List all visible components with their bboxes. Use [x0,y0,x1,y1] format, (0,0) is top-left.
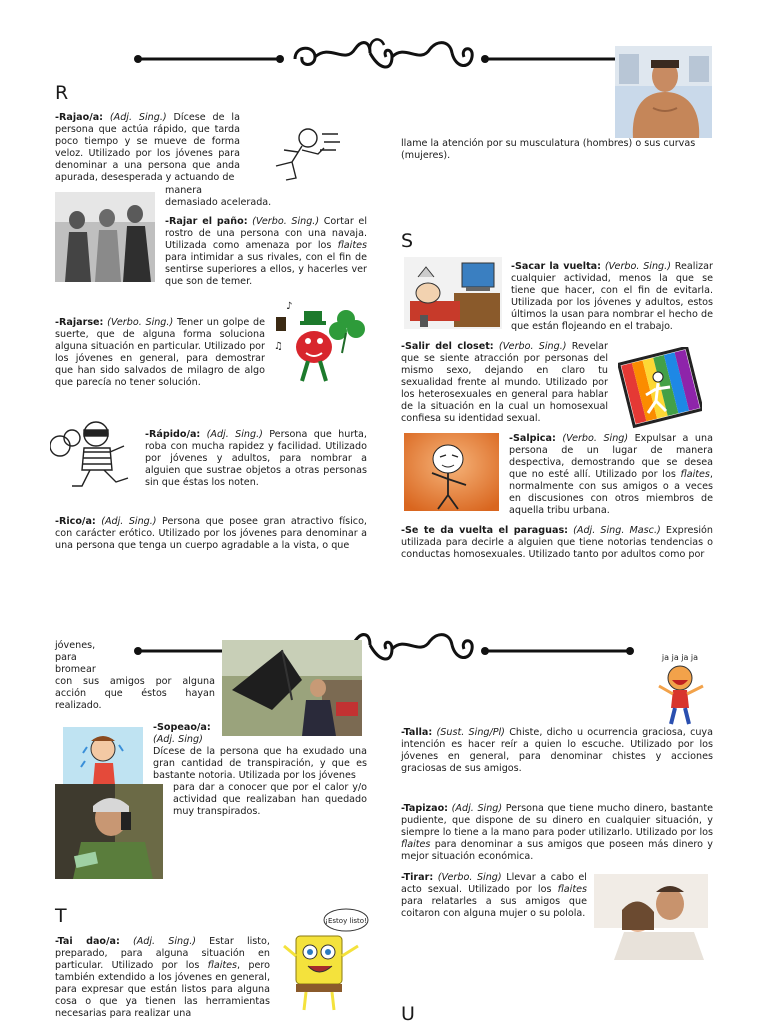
section-letter-u: U [401,1003,415,1025]
entry-salpica [509,433,713,517]
grammar: (Adj. Sing. Masc.) [573,525,661,536]
definition: Realizar cualquier actividad, menos la que se tiene que hacer, con el fin de evitarla. Utilizada por los jóvenes y adultos, estos últimos la usan para nombrar el hecho de que están flojeando en el trabajo. [511,261,713,332]
definition-line: para [55,652,77,663]
group-of-youths-photo [55,192,155,282]
definition: para intimidar a sus rivales, con el fin de sentirse superiores a ellos, y hacerles ver que son de temer. [165,252,367,287]
term: -Rajar el paño: [165,216,248,227]
grammar: (Verbo. Sing.) [604,261,671,272]
entry-sopeao [153,722,367,782]
term: -Salir del closet: [401,341,494,352]
definition: Expulsar a una persona de un lugar de manera despectiva, demostrando que se desea que no esté allí. Utilizado por los [509,433,713,480]
definition-line: bromear [55,664,96,675]
entry-talla [401,727,713,775]
entry-tapizao [401,803,713,863]
term: -Talla: [401,727,433,738]
definition: Estar listo, preparado, para alguna situación en particular. Utilizado por los [55,936,270,971]
running-cartoon-illustration [262,124,342,182]
entry-rico-cont [401,138,713,162]
definition: Chiste, dicho u ocurrencia graciosa, cuya intención es hacer reír a quien lo escuche. Utilizado por los jóvenes en general, para denominar chistes y acciones graciosas de sus amigos. [401,727,713,774]
term: -Se te da vuelta el paraguas: [401,525,568,536]
thief-running-illustration [50,412,138,492]
entry-rapido [145,429,367,489]
svg-text:♫: ♫ [274,341,283,352]
grammar: (Verbo. Sing) [437,872,502,883]
definition: Tener un golpe de suerte, que de alguna forma soluciona alguna situación en particular. Utilizado por los jóvenes en general, para demostrar que han sido salvados de milagro de algo que parecía no tener solución. [55,317,265,388]
term: -Tai dao/a: [55,936,120,947]
definition: llame la atención por su musculatura (hombres) o sus curvas (mujeres). [401,138,696,161]
entry-sopeao-cont [173,782,367,818]
definition: Persona que hurta, roba con mucha rapidez y facilidad. Utilizado por jóvenes y adultos, para nombrar a alguien que sustrae objetos a otras personas sin que éstas los noten. [145,429,367,488]
speech-bubble-text: ¡Estoy listo! [325,917,367,925]
definition: Dícese de la persona que ha exudado una gran cantidad de transpiración, y que es bastante notoria. Utilizada por los jóvenes [153,746,367,781]
entry-tirar [401,872,587,920]
term: -Rico/a: [55,516,96,527]
definition: para dar a conocer que por el calor y/o actividad que realizaban han quedado muy transpirados. [173,782,367,817]
term: -Tapizao: [401,803,448,814]
entry-paraguas-cont [55,640,215,676]
man-with-money-photo [55,784,163,879]
grammar: (Sust. Sing/Pl) [436,727,505,738]
muscular-man-photo [615,46,712,138]
definition: Revelar que se siente atracción por personas del mismo sexo, dejando en claro tu sexualidad frente al mundo. Utilizado por los heterosexuales en general para hablar de la situación en la cual un homosexual confiesa su identidad sexual. [401,341,608,424]
grammar: (Verbo. Sing.) [498,341,567,352]
rage-face-meme-illustration [404,433,499,511]
entry-se-te-da-vuelta-el-paraguas [401,525,713,561]
term: -Tirar: [401,872,434,883]
grammar: (Adj. Sing) [153,734,203,745]
definition: Llevar a cabo el acto sexual. Utilizado por los [401,872,587,895]
entry-rajarse [55,317,265,389]
grammar: (Adj. Sing.) [109,112,167,123]
entry-rajao [55,112,240,184]
laughing-cartoon-illustration [645,650,715,730]
flaites-word: flaites [207,960,238,971]
sweating-cartoon-illustration [63,727,143,785]
leprechaun-clover-illustration [272,297,368,387]
grammar: (Verbo. Sing) [562,433,629,444]
term: -Rápido/a: [145,429,201,440]
entry-salir-del-closet [401,341,608,425]
flaites-word: flaites [401,839,431,850]
definition: para relatarles a sus amigos que coitaron con alguna mujer o su polola. [401,896,587,919]
term: -Sopeao/a: [153,722,211,733]
definition: para denominar a sus amigos que poseen más dinero y mejor situación económica. [401,839,713,862]
definition: Dícese de la persona que actúa rápido, que tarda poco tiempo y se mueve de forma veloz. Utilizado por los jóvenes para denominar a una persona que anda apurada, desesperada y actuando de [55,112,240,183]
sponge-cartoon-illustration [280,906,370,1016]
entry-tai-dao [55,936,270,1020]
definition-line: demasiado acelerada. [165,197,272,208]
grammar: (Verbo. Sing.) [107,317,174,328]
svg-text:♪: ♪ [286,301,293,312]
definition: con sus amigos por alguna acción que éstos hayan realizado. [55,676,215,711]
grammar: (Adj. Sing.) [133,936,196,947]
couple-in-bed-photo [594,874,708,960]
definition: Persona que tiene mucho dinero, bastante pudiente, que dispone de su dinero en cualquier situación, y siempre lo tiene a la mano para poder utilizarlo. Utilizado por los [401,803,713,838]
entry-rico [55,516,367,552]
definition-line: manera [165,185,203,196]
section-letter-s: S [401,230,414,252]
definition: Persona que posee gran atractivo físico, con carácter erótico. Utilizado por los jóvenes para denominar a una persona que tenga un cuerpo agradable a la vista, o que [55,516,367,551]
definition: Expresión utilizada para decirle a alguien que tiene notorias tendencias o conductas homosexuales. Utilizado tanto por adultos como por [401,525,713,560]
ornament-divider-top [130,35,640,85]
definition: , pero también extendido a los jóvenes en general, para expresar que están listos para alguna cosa o que ya tienen las herramientas necesarias para realizar una [55,960,270,1019]
definition-line: jóvenes, [55,640,96,651]
flaites-word: flaites [337,240,367,251]
term: -Sacar la vuelta: [511,261,601,272]
entry-sacar-la-vuelta [511,261,713,333]
term: -Rajarse: [55,317,104,328]
term: -Salpica: [509,433,556,444]
grammar: (Adj. Sing.) [206,429,263,440]
lazy-worker-illustration [404,257,502,329]
term: -Rajao/a: [55,112,104,123]
flaites-word: flaites [557,884,587,895]
flaites-word: flaites [680,469,710,480]
grammar: (Adj. Sing) [451,803,503,814]
definition: Cortar el rostro de una persona con una navaja. Utilizada como amenaza por los [165,216,367,251]
entry-paraguas-cont-2 [55,676,215,712]
rainbow-closet-illustration [618,347,702,431]
grammar: (Adj. Sing.) [101,516,157,527]
section-letter-t: T [55,905,67,927]
definition: , normalmente con sus amigos o a veces en discusiones con otros miembros de aquella tribu urbana. [509,469,713,516]
section-letter-r: R [55,82,69,104]
entry-rajao-cont [165,185,275,209]
laugh-text: ja ja ja ja [661,653,699,662]
entry-rajar-el-pano [165,216,367,288]
grammar: (Verbo. Sing.) [252,216,320,227]
